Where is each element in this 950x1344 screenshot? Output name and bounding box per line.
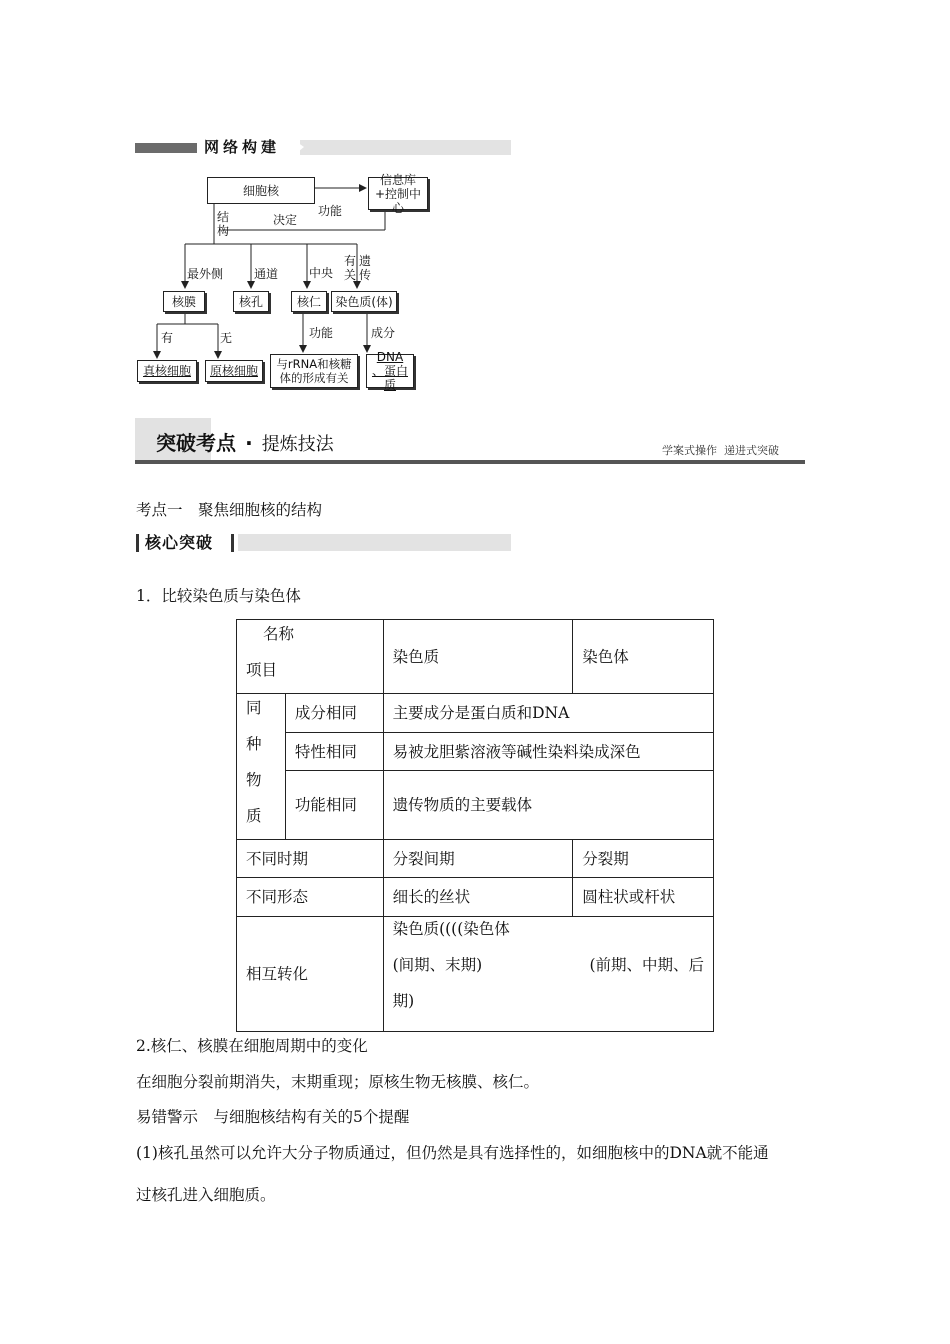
section1-title: 1．比较染色质与染色体 [136, 587, 301, 605]
same-char: 同 [246, 699, 262, 717]
label-center: 中央 [309, 266, 334, 280]
banner-title-dot: · [245, 431, 253, 455]
row-label: 相互转化 [237, 917, 384, 1032]
node-dna-protein [366, 350, 414, 392]
label-function-top: 功能 [318, 204, 343, 218]
header-corner-cell [237, 620, 384, 694]
table-row [237, 733, 714, 771]
convert-line2-right: (前期、中期、后 [589, 956, 704, 974]
core-title: 核心突破 [145, 533, 214, 552]
table-row [237, 694, 714, 733]
table-row [237, 878, 714, 917]
core-header-right-rule [231, 534, 234, 552]
row-label: 不同形态 [237, 878, 384, 917]
core-header-left-rule [136, 534, 139, 552]
table-row [237, 771, 714, 840]
row-value-chromatin: 分裂间期 [383, 840, 573, 878]
header-name: 名称 [263, 625, 295, 643]
row-value: 易被龙胆紫溶液等碱性染料染成深色 [383, 733, 713, 771]
label-channel: 通道 [254, 267, 279, 281]
label-has: 有 [161, 331, 174, 345]
table-row [237, 840, 714, 878]
table-row [237, 917, 714, 1032]
node-prokaryote-text: 原核细胞 [209, 364, 258, 378]
banner-rule [135, 460, 805, 464]
core-header-bar [238, 534, 511, 551]
row-value: 遗传物质的主要载体 [383, 771, 713, 840]
warning-title: 易错警示 与细胞核结构有关的5个提醒 [136, 1108, 410, 1126]
section2-title: 2.核仁、核膜在细胞周期中的变化 [136, 1037, 368, 1055]
label-heredity: 遗传 [359, 254, 372, 282]
row-label: 不同时期 [237, 840, 384, 878]
comparison-table [236, 619, 714, 1032]
same-substance-cell [237, 694, 286, 840]
header-item: 项目 [246, 661, 278, 679]
label-outermost: 最外侧 [187, 267, 224, 281]
node-chromatin: 染色质(体) [331, 291, 397, 312]
row-value-chromosome: 圆柱状或杆状 [573, 878, 714, 917]
banner-title-sub: 提炼技法 [261, 434, 334, 455]
convert-line2-left: (间期、末期) [392, 956, 483, 974]
warning-1-line1: (1)核孔虽然可以允许大分子物质通过，但仍然是具有选择性的，如细胞核中的DNA就不能通 [136, 1144, 769, 1162]
banner-title-main: 突破考点 [156, 431, 236, 455]
label-composition: 成分 [371, 326, 396, 340]
same-char: 种 [246, 735, 262, 753]
header-chromatin: 染色质 [383, 620, 573, 694]
warning-1-line2: 过核孔进入细胞质。 [136, 1186, 276, 1204]
label-function-mid: 功能 [309, 326, 334, 340]
row-label: 功能相同 [285, 771, 383, 840]
convert-line2 [393, 955, 704, 975]
network-title: 网络构建 [204, 138, 281, 156]
convert-line3: 期) [392, 992, 415, 1010]
row-value-chromosome: 分裂期 [573, 840, 714, 878]
node-nucleolus: 核仁 [291, 291, 327, 312]
label-none: 无 [220, 331, 233, 345]
diagram-lines [0, 0, 950, 400]
row-label: 成分相同 [285, 694, 383, 733]
row-value: 主要成分是蛋白质和DNA [383, 694, 713, 733]
node-rrna: 与rRNA和核糖体的形成有关 [270, 354, 358, 388]
table-header-row [237, 620, 714, 694]
convert-line1: 染色质((((染色体 [392, 920, 510, 938]
same-char: 物 [246, 771, 262, 789]
node-pore: 核孔 [233, 291, 269, 312]
banner-right-text: 学案式操作 递进式突破 [662, 444, 779, 457]
label-structure: 结构 [217, 210, 230, 238]
kaodian-title: 考点一 聚焦细胞核的结构 [136, 501, 323, 519]
header-chromosome: 染色体 [573, 620, 714, 694]
node-prokaryote [205, 360, 263, 382]
row-value-chromatin: 细长的丝状 [383, 878, 573, 917]
node-dna-protein-text: DNA 、蛋白质 [371, 350, 408, 392]
convert-cell [383, 917, 713, 1032]
node-info-center: 信息库+控制中心 [368, 177, 428, 210]
banner-title [156, 430, 334, 458]
section2-text: 在细胞分裂前期消失，末期重现；原核生物无核膜、核仁。 [136, 1073, 540, 1091]
node-membrane: 核膜 [163, 291, 205, 312]
label-decides: 决定 [273, 213, 298, 227]
label-related: 有关 [344, 254, 357, 282]
same-char: 质 [246, 807, 262, 825]
node-eukaryote-text: 真核细胞 [142, 364, 191, 378]
row-label: 特性相同 [285, 733, 383, 771]
node-eukaryote [137, 360, 197, 382]
node-nucleus: 细胞核 [207, 177, 315, 204]
